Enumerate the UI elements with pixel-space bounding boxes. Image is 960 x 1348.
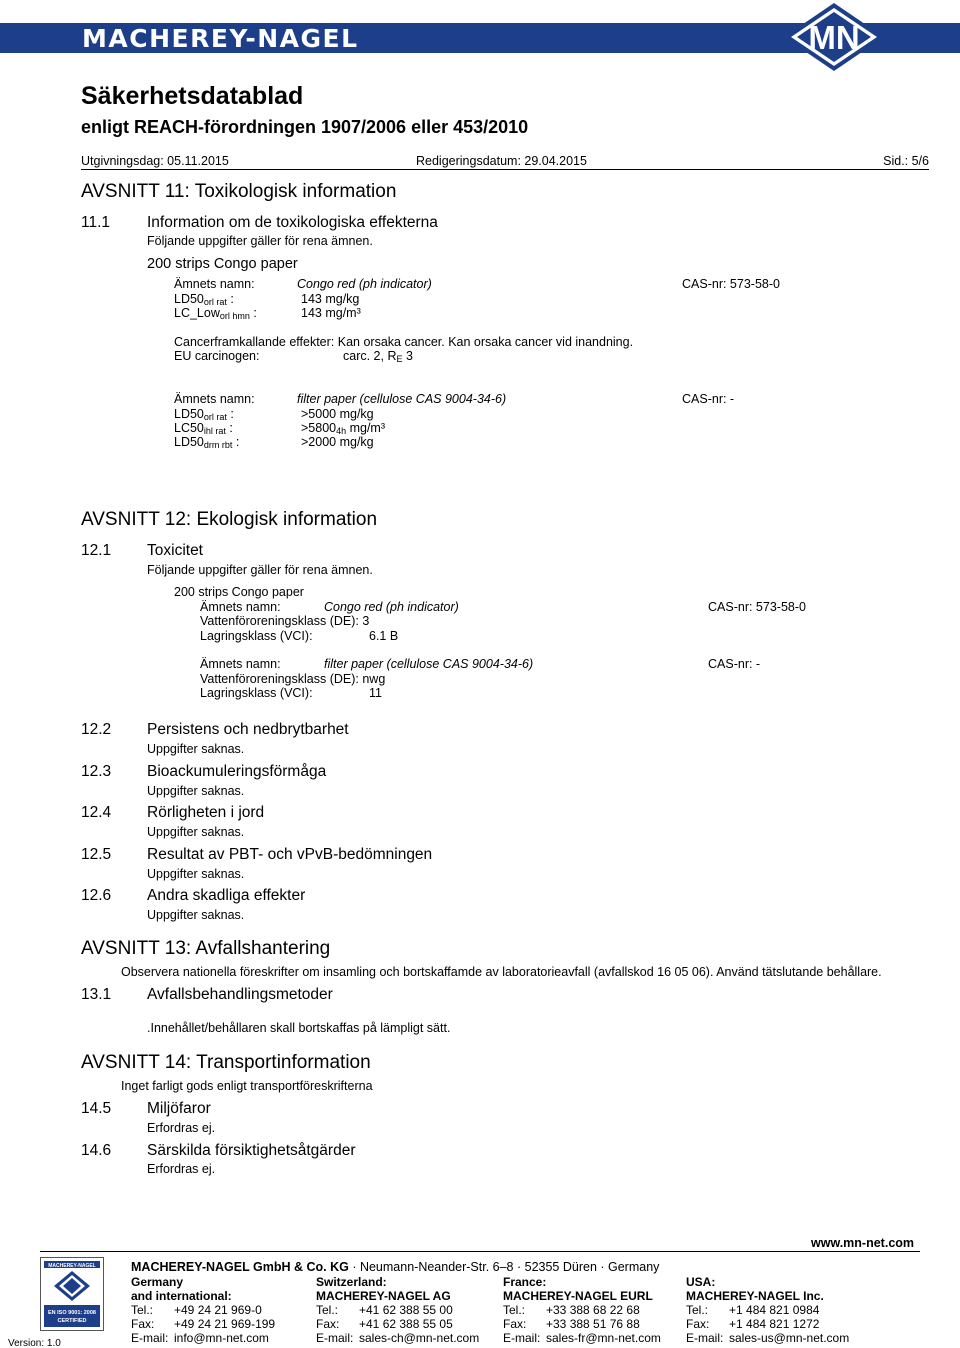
- header-divider: [81, 169, 929, 170]
- email-label: E-mail:: [316, 1331, 354, 1345]
- heading-12-1: Toxicitet: [147, 542, 203, 559]
- tox-row-value: >2000 mg/kg: [301, 435, 374, 449]
- contact-heading: Switzerland:: [316, 1275, 387, 1289]
- website-link[interactable]: www.mn-net.com: [811, 1236, 915, 1250]
- document-subtitle: enligt REACH-förordningen 1907/2006 eller 453/2010: [81, 117, 529, 137]
- version-label: Version: 1.0: [8, 1338, 61, 1348]
- tel-number: +41 62 388 55 00: [359, 1303, 453, 1317]
- tel-number: +1 484 821 0984: [729, 1303, 820, 1317]
- fax-label: Fax:: [503, 1317, 527, 1331]
- tox-row-value: 143 mg/kg: [301, 292, 360, 306]
- email-label: E-mail:: [686, 1331, 724, 1345]
- eu-carcinogen-value: carc. 2, RE 3: [343, 349, 413, 364]
- revision-date: Redigeringsdatum: 29.04.2015: [416, 154, 587, 168]
- cas-number: CAS-nr: 573-58-0: [708, 600, 806, 614]
- email-label: E-mail:: [131, 1331, 169, 1345]
- substance-name-label: Ämnets namn:: [200, 600, 281, 614]
- product-name: 200 strips Congo paper: [147, 256, 298, 272]
- substance-name: Congo red (ph indicator): [324, 600, 459, 614]
- contact-subheading: MACHEREY-NAGEL Inc.: [686, 1289, 824, 1303]
- product-name: 200 strips Congo paper: [174, 585, 304, 599]
- not-required-text: Erfordras ej.: [147, 1121, 216, 1135]
- svg-text:CERTIFIED: CERTIFIED: [57, 1318, 87, 1324]
- svg-text:EN ISO 9001: 2008: EN ISO 9001: 2008: [47, 1310, 97, 1316]
- section-14-title: AVSNITT 14: Transportinformation: [81, 1052, 371, 1073]
- storage-class-value: 6.1 B: [369, 629, 399, 643]
- storage-class-label: Lagringsklass (VCI):: [200, 629, 313, 643]
- footer-divider: [40, 1251, 920, 1252]
- water-hazard-class: Vattenföroreningsklass (DE): 3: [200, 614, 370, 628]
- section-13-title: AVSNITT 13: Avfallshantering: [81, 938, 331, 959]
- email-link[interactable]: sales-us@mn-net.com: [729, 1331, 850, 1345]
- heading-14-5-number: 14.5: [81, 1100, 112, 1117]
- storage-class-value: 11: [369, 686, 382, 700]
- no-data-text: Uppgifter saknas.: [147, 867, 245, 881]
- tel-label: Tel.:: [503, 1303, 526, 1317]
- tox-row-value: >5000 mg/kg: [301, 407, 374, 421]
- fax-label: Fax:: [686, 1317, 710, 1331]
- heading-12-2-number: 12.2: [81, 721, 112, 738]
- fax-number: +33 388 51 76 88: [546, 1317, 640, 1331]
- heading-13-1: Avfallsbehandlingsmetoder: [147, 986, 333, 1003]
- transport-text: Inget farligt gods enligt transportföreskrifterna: [121, 1079, 373, 1093]
- tel-label: Tel.:: [131, 1303, 154, 1317]
- tel-label: Tel.:: [686, 1303, 709, 1317]
- svg-text:MACHEREY-NAGEL: MACHEREY-NAGEL: [48, 1263, 96, 1269]
- fax-number: +41 62 388 55 05: [359, 1317, 453, 1331]
- heading-11-1: Information om de toxikologiska effekterna: [147, 214, 438, 231]
- substance-name: Congo red (ph indicator): [297, 277, 432, 291]
- water-hazard-class: Vattenföroreningsklass (DE): nwg: [200, 672, 386, 686]
- tel-label: Tel.:: [316, 1303, 339, 1317]
- contact-heading: USA:: [686, 1275, 716, 1289]
- not-required-text: Erfordras ej.: [147, 1162, 216, 1176]
- tox-row-label: LD50drm rbt :: [174, 435, 240, 450]
- no-data-text: Uppgifter saknas.: [147, 908, 245, 922]
- heading-12-6: Andra skadliga effekter: [147, 887, 306, 904]
- heading-12-5-number: 12.5: [81, 846, 112, 863]
- tox-row-value: 143 mg/m³: [301, 306, 361, 320]
- section-12-title: AVSNITT 12: Ekologisk information: [81, 509, 378, 530]
- heading-12-6-number: 12.6: [81, 887, 112, 904]
- heading-13-1-number: 13.1: [81, 986, 112, 1003]
- contact-subheading: and international:: [131, 1289, 232, 1303]
- company-address: MACHEREY-NAGEL GmbH & Co. KG · Neumann-Neander-Str. 6–8 · 52355 Düren · Germany: [131, 1260, 660, 1274]
- cas-number: CAS-nr: -: [708, 657, 761, 671]
- brand-name: MACHEREY-NAGEL: [82, 24, 359, 53]
- fax-label: Fax:: [131, 1317, 155, 1331]
- substance-name-label: Ämnets namn:: [174, 392, 255, 406]
- email-link[interactable]: sales-ch@mn-net.com: [359, 1331, 480, 1345]
- mn-logo-icon: [782, 2, 886, 72]
- no-data-text: Uppgifter saknas.: [147, 742, 245, 756]
- heading-12-3-number: 12.3: [81, 763, 112, 780]
- tel-number: +33 388 68 22 68: [546, 1303, 640, 1317]
- eu-carcinogen-label: EU carcinogen:: [174, 349, 260, 363]
- cas-number: CAS-nr: -: [682, 392, 735, 406]
- note-pure-substances: Följande uppgifter gäller för rena ämnen.: [147, 234, 373, 248]
- email-link[interactable]: sales-fr@mn-net.com: [546, 1331, 661, 1345]
- fax-number: +49 24 21 969-199: [174, 1317, 276, 1331]
- carcinogenic-effects: Cancerframkallande effekter: Kan orsaka cancer. Kan orsaka cancer vid inandning.: [174, 335, 634, 349]
- tox-row-label: LC_Loworl hmn :: [174, 306, 257, 321]
- heading-12-1-number: 12.1: [81, 542, 112, 559]
- heading-12-3: Bioackumuleringsförmåga: [147, 763, 327, 780]
- tox-row-value: >58004h mg/m³: [301, 421, 386, 436]
- tox-row-label: LD50orl rat :: [174, 407, 234, 422]
- substance-name-label: Ämnets namn:: [174, 277, 255, 291]
- heading-12-4: Rörligheten i jord: [147, 804, 265, 821]
- tel-number: +49 24 21 969-0: [174, 1303, 262, 1317]
- cas-number: CAS-nr: 573-58-0: [682, 277, 780, 291]
- storage-class-label: Lagringsklass (VCI):: [200, 686, 313, 700]
- heading-12-5: Resultat av PBT- och vPvB-bedömningen: [147, 846, 433, 863]
- contact-subheading: MACHEREY-NAGEL AG: [316, 1289, 451, 1303]
- email-label: E-mail:: [503, 1331, 541, 1345]
- heading-14-6: Särskilda försiktighetsåtgärder: [147, 1142, 356, 1159]
- contact-subheading: MACHEREY-NAGEL EURL: [503, 1289, 653, 1303]
- document-title: Säkerhetsdatablad: [81, 82, 304, 110]
- substance-name-label: Ämnets namn:: [200, 657, 281, 671]
- heading-12-4-number: 12.4: [81, 804, 112, 821]
- contact-heading: Germany: [131, 1275, 184, 1289]
- email-link[interactable]: info@mn-net.com: [174, 1331, 269, 1345]
- section-11-title: AVSNITT 11: Toxikologisk information: [81, 181, 397, 202]
- iso-certified-badge-icon: [40, 1257, 104, 1331]
- no-data-text: Uppgifter saknas.: [147, 784, 245, 798]
- substance-name: filter paper (cellulose CAS 9004-34-6): [324, 657, 534, 671]
- fax-number: +1 484 821 1272: [729, 1317, 820, 1331]
- page-number: Sid.: 5/6: [883, 154, 929, 168]
- logo-text: MN: [808, 19, 860, 56]
- tox-row-label: LD50orl rat :: [174, 292, 234, 307]
- waste-regulation-text: Observera nationella föreskrifter om insamling och bortskaffamde av laboratorieavfall (avfallskod 16 05 06). Använd tätslutande behållare.: [121, 965, 882, 979]
- tox-row-label: LC50ihl rat :: [174, 421, 233, 436]
- no-data-text: Uppgifter saknas.: [147, 825, 245, 839]
- issue-date: Utgivningsdag: 05.11.2015: [81, 154, 229, 168]
- heading-14-6-number: 14.6: [81, 1142, 112, 1159]
- heading-14-5: Miljöfaror: [147, 1100, 211, 1117]
- substance-name: filter paper (cellulose CAS 9004-34-6): [297, 392, 507, 406]
- heading-11-1-number: 11.1: [81, 214, 111, 231]
- disposal-text: .Innehållet/behållaren skall bortskaffas på lämpligt sätt.: [147, 1021, 451, 1035]
- fax-label: Fax:: [316, 1317, 340, 1331]
- heading-12-2: Persistens och nedbrytbarhet: [147, 721, 349, 738]
- contact-heading: France:: [503, 1275, 547, 1289]
- note-pure-substances: Följande uppgifter gäller för rena ämnen.: [147, 563, 373, 577]
